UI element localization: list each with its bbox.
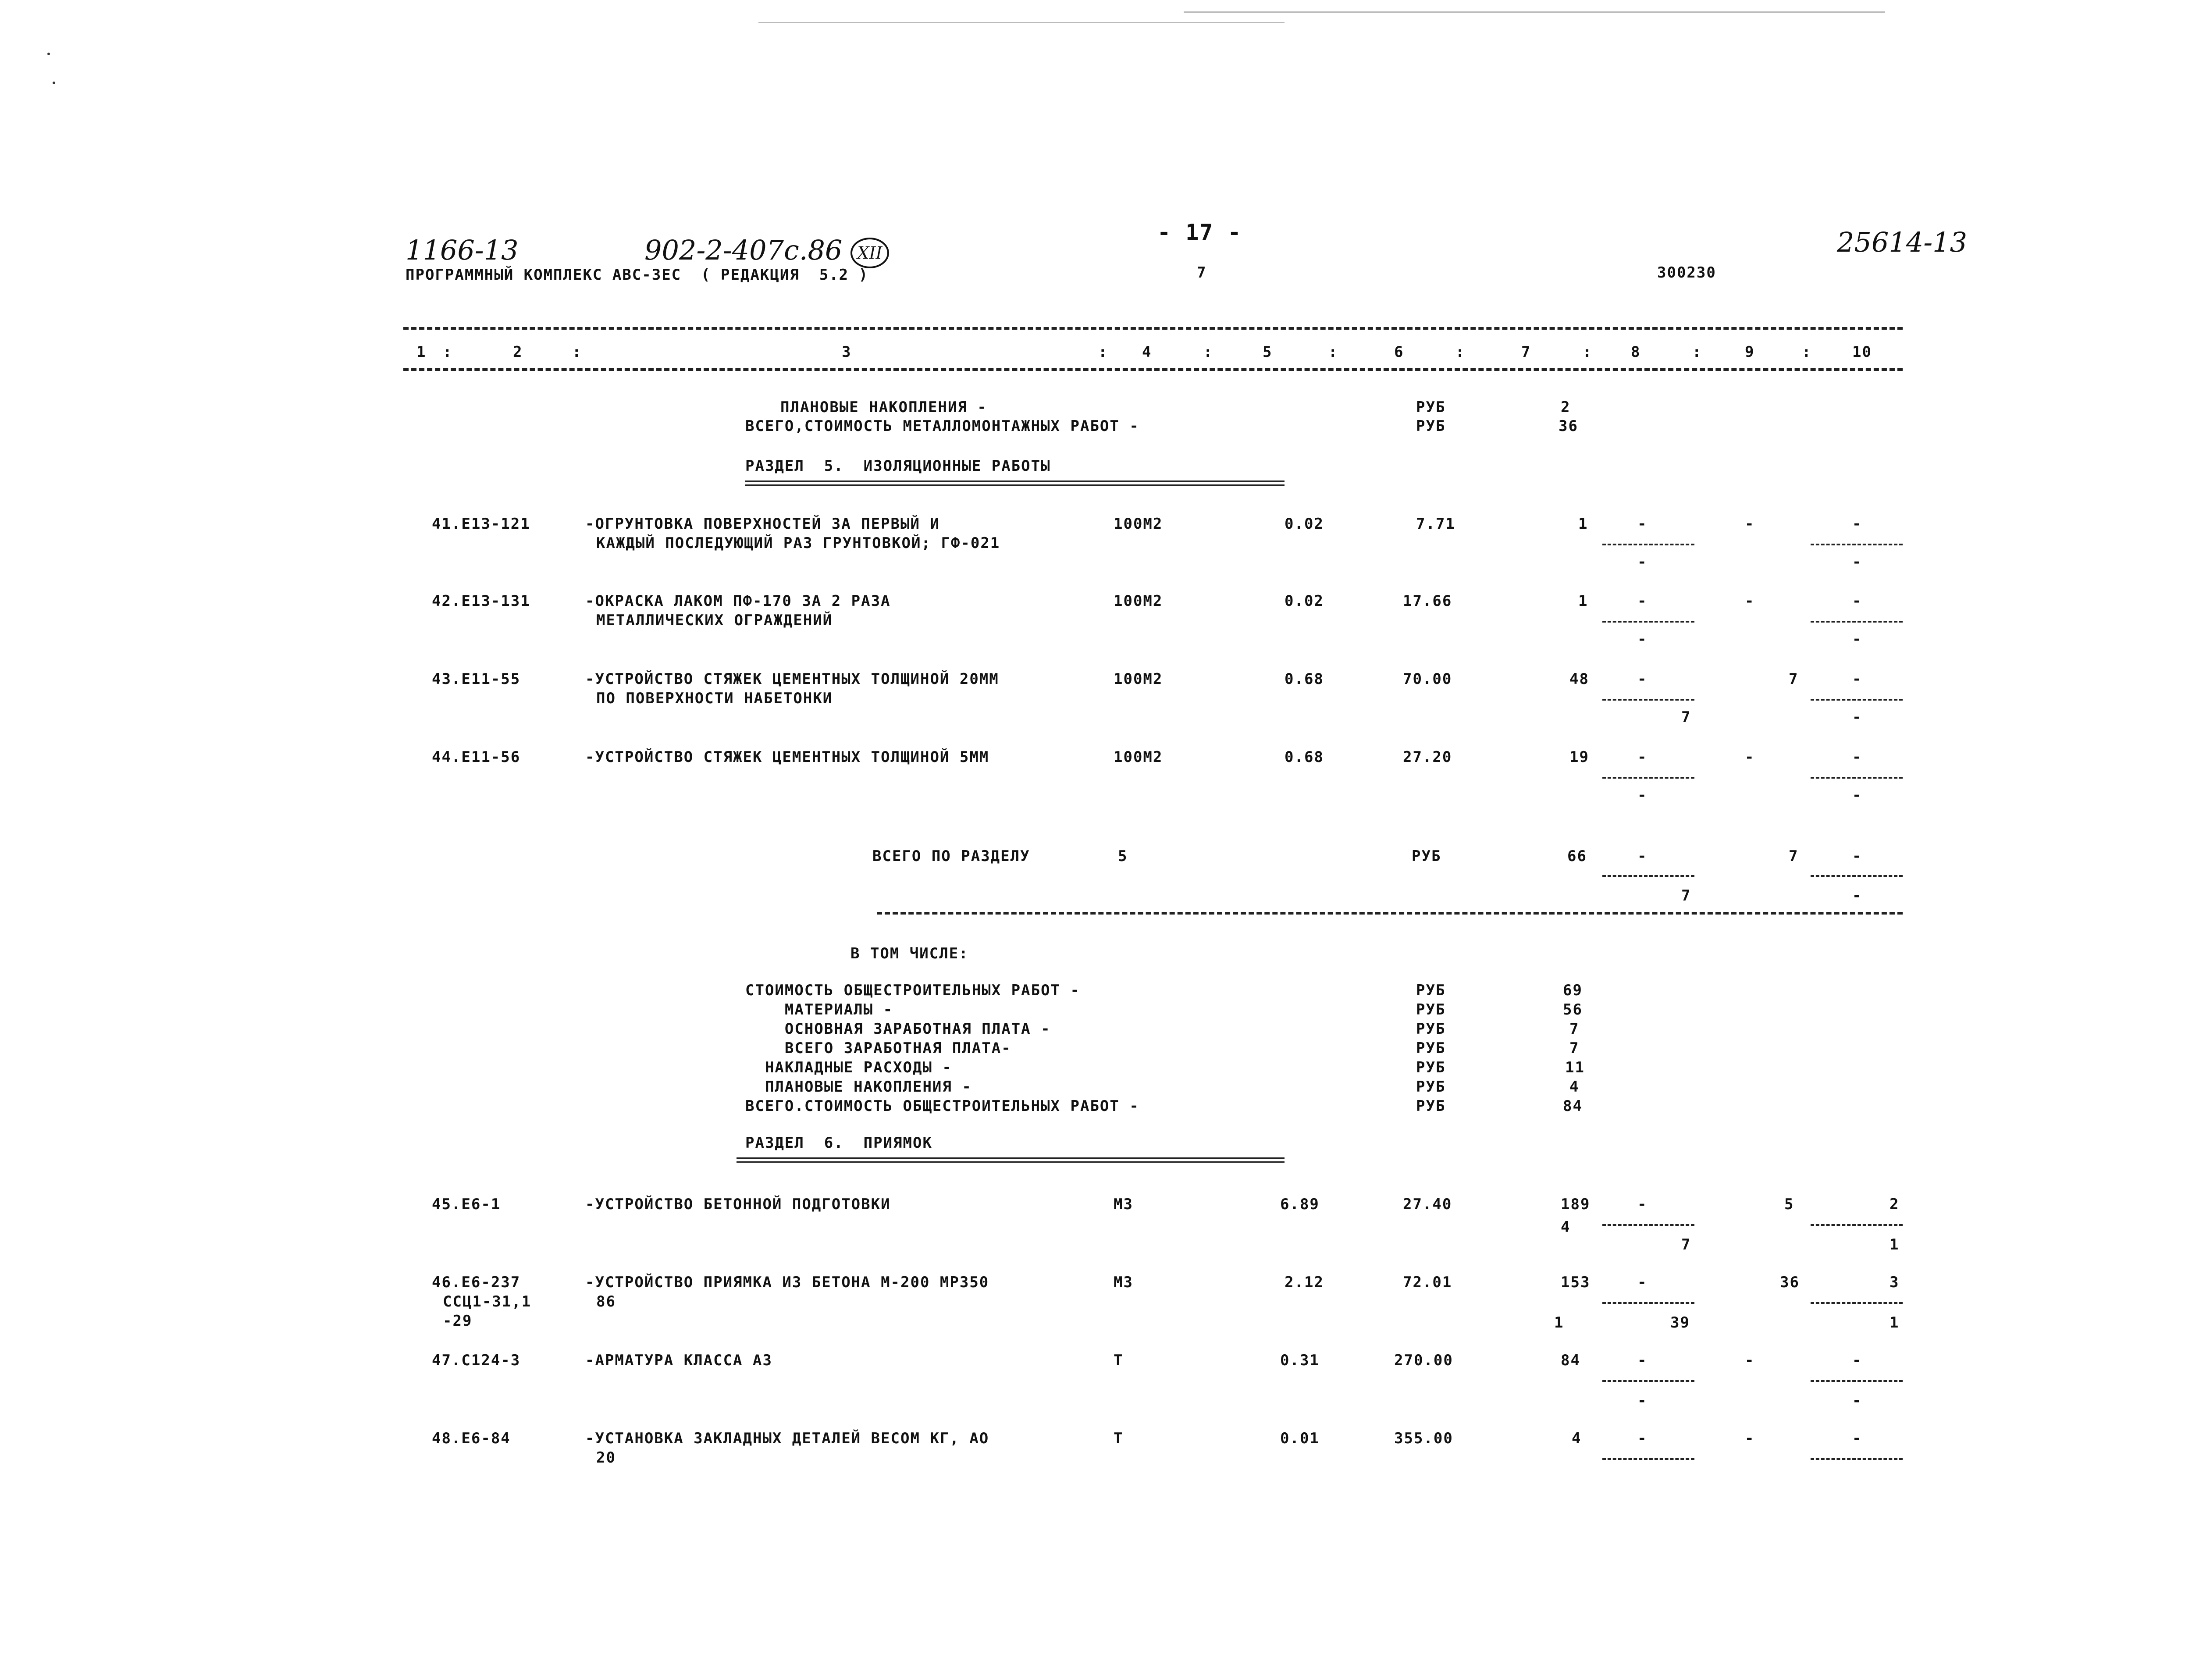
summary-unit: РУБ: [1416, 1039, 1446, 1057]
cell-rule: [1811, 699, 1903, 701]
section-total-col8: -: [1637, 847, 1648, 865]
row-total: 189: [1561, 1196, 1591, 1213]
row-quantity: 6.89: [1280, 1196, 1320, 1213]
row-unit: 100М2: [1114, 515, 1163, 533]
row-description: -УСТАНОВКА ЗАКЛАДНЫХ ДЕТАЛЕЙ ВЕСОМ КГ, АО: [585, 1430, 989, 1447]
row-unit: М3: [1114, 1196, 1133, 1213]
row-col8-sub: 39: [1670, 1314, 1690, 1331]
summary-value: 69: [1563, 982, 1583, 999]
row-unit: 100М2: [1114, 748, 1163, 766]
summary-unit: РУБ: [1416, 1078, 1446, 1096]
row-unit: Т: [1114, 1430, 1124, 1447]
row-col10-sub: -: [1852, 1392, 1862, 1409]
row-quantity: 0.02: [1285, 592, 1324, 610]
row-unit: Т: [1114, 1352, 1124, 1369]
summary-value: 4: [1569, 1078, 1580, 1096]
row-col9: 5: [1784, 1196, 1794, 1213]
cell-rule: [1602, 1380, 1694, 1382]
row-description: -УСТРОЙСТВО СТЯЖЕК ЦЕМЕНТНЫХ ТОЛЩИНОЙ 5ММ: [585, 748, 989, 766]
row-quantity: 0.01: [1280, 1430, 1320, 1447]
summary-unit: РУБ: [1416, 1001, 1446, 1018]
col-header-sep: :: [1802, 343, 1812, 361]
row-col8: -: [1637, 592, 1648, 610]
summary-label: МАТЕРИАЛЫ -: [745, 1001, 893, 1018]
col-header-sep: :: [1455, 343, 1466, 361]
handwritten-circled-album: XII: [850, 238, 889, 268]
cell-rule: [1602, 1458, 1694, 1460]
row-col8: -: [1637, 748, 1648, 766]
row-col10-sub: -: [1852, 553, 1862, 571]
row-col9: -: [1745, 748, 1755, 766]
section-total-col8-sub: 7: [1681, 887, 1691, 904]
summary-label: ВСЕГО.СТОИМОСТЬ ОБЩЕСТРОИТЕЛЬНЫХ РАБОТ -: [745, 1097, 1139, 1115]
row-col9: -: [1745, 1352, 1755, 1369]
section-total-number: 5: [1118, 847, 1128, 865]
page-number: - 17 -: [1157, 220, 1242, 245]
handwritten-sheet-number: 1166-13: [406, 234, 519, 266]
row-col9: -: [1745, 1430, 1755, 1447]
row-description-cont: КАЖДЫЙ ПОСЛЕДУЮЩИЙ РАЗ ГРУНТОВКОЙ; ГФ-021: [596, 534, 1000, 552]
summary-value: 7: [1569, 1020, 1580, 1038]
summary-label: НАКЛАДНЫЕ РАСХОДЫ -: [745, 1059, 952, 1076]
cell-rule: [1811, 621, 1903, 623]
cell-rule: [1811, 544, 1903, 545]
row-quantity: 0.02: [1285, 515, 1324, 533]
section-underline: [737, 1157, 1285, 1159]
row-unit-price: 70.00: [1403, 670, 1452, 688]
section-total-col9: 7: [1789, 847, 1799, 865]
summary-unit: РУБ: [1416, 417, 1446, 435]
row-col10: 3: [1890, 1274, 1900, 1291]
row-unit: 100М2: [1114, 670, 1163, 688]
row-col10-sub: 1: [1890, 1314, 1900, 1331]
row-col9: -: [1745, 515, 1755, 533]
row-unit: М3: [1114, 1274, 1133, 1291]
table-header-bottom-rule: [403, 368, 1903, 371]
row-code: 46.Е6-237: [432, 1274, 521, 1291]
row-description: -ОГРУНТОВКА ПОВЕРХНОСТЕЙ ЗА ПЕРВЫЙ И: [585, 515, 940, 533]
cell-rule: [1602, 1224, 1694, 1226]
summary-unit: РУБ: [1416, 1059, 1446, 1076]
row-unit-price: 27.20: [1403, 748, 1452, 766]
row-description: -УСТРОЙСТВО ПРИЯМКА ИЗ БЕТОНА М-200 МРЗ50: [585, 1274, 989, 1291]
cell-rule: [1811, 1302, 1903, 1304]
summary-value: 36: [1559, 417, 1578, 435]
cell-rule: [1811, 1458, 1903, 1460]
handwritten-inventory-number: 25614-13: [1837, 226, 1968, 258]
row-col10: -: [1852, 670, 1862, 688]
row-col10: -: [1852, 748, 1862, 766]
col-header-10: 10: [1852, 343, 1872, 361]
cell-rule: [1602, 1302, 1694, 1304]
section-title: РАЗДЕЛ 5. ИЗОЛЯЦИОННЫЕ РАБОТЫ: [745, 457, 1051, 475]
row-col8-sub: 7: [1681, 708, 1691, 726]
row-description-cont: ПО ПОВЕРХНОСТИ НАБЕТОНКИ: [596, 690, 833, 707]
col-header-8: 8: [1631, 343, 1641, 361]
row-total: 19: [1569, 748, 1589, 766]
summary-unit: РУБ: [1416, 399, 1446, 416]
col-header-sep: :: [1203, 343, 1213, 361]
cell-rule: [1811, 875, 1903, 877]
cell-rule: [1811, 1380, 1903, 1382]
row-col8-sub: 7: [1681, 1236, 1691, 1253]
including-label: В ТОМ ЧИСЛЕ:: [850, 945, 969, 962]
row-col8: -: [1637, 1352, 1648, 1369]
summary-value: 56: [1563, 1001, 1583, 1018]
row-col10: -: [1852, 515, 1862, 533]
cell-rule: [1602, 544, 1694, 545]
summary-label: СТОИМОСТЬ ОБЩЕСТРОИТЕЛЬНЫХ РАБОТ -: [745, 982, 1080, 999]
summary-label: ПЛАНОВЫЕ НАКОПЛЕНИЯ -: [780, 399, 987, 416]
col-header-9: 9: [1745, 343, 1755, 361]
row-col8: -: [1637, 515, 1648, 533]
summary-value: 84: [1563, 1097, 1583, 1115]
col-header-sep: :: [572, 343, 582, 361]
col-header-2: 2: [513, 343, 523, 361]
row-description: -УСТРОЙСТВО БЕТОННОЙ ПОДГОТОВКИ: [585, 1196, 891, 1213]
row-quantity: 0.68: [1285, 670, 1324, 688]
row-code: 43.Е11-55: [432, 670, 521, 688]
row-total: 153: [1561, 1274, 1591, 1291]
row-code: 45.Е6-1: [432, 1196, 501, 1213]
row-col10-sub: 1: [1890, 1236, 1900, 1253]
header-small-number: 7: [1197, 264, 1207, 281]
row-col10: -: [1852, 592, 1862, 610]
row-unit-price: 17.66: [1403, 592, 1452, 610]
row-col10: 2: [1890, 1196, 1900, 1213]
row-unit-price: 355.00: [1394, 1430, 1453, 1447]
row-col9: -: [1745, 592, 1755, 610]
row-unit-price: 27.40: [1403, 1196, 1452, 1213]
row-col8: -: [1637, 1274, 1648, 1291]
row-col8-sub: -: [1637, 553, 1648, 571]
col-header-4: 4: [1142, 343, 1152, 361]
row-code: 42.Е13-131: [432, 592, 530, 610]
cell-rule: [1811, 777, 1903, 779]
summary-label: ОСНОВНАЯ ЗАРАБОТНАЯ ПЛАТА -: [745, 1020, 1051, 1038]
cell-rule: [1602, 777, 1694, 779]
row-description-cont: 20: [596, 1449, 616, 1466]
row-code-ref: ССЦ1-31,1: [443, 1293, 532, 1310]
summary-label: ПЛАНОВЫЕ НАКОПЛЕНИЯ -: [745, 1078, 972, 1096]
summary-unit: РУБ: [1416, 982, 1446, 999]
row-total: 48: [1569, 670, 1589, 688]
summary-value: 2: [1561, 399, 1571, 416]
row-quantity: 0.31: [1280, 1352, 1320, 1369]
col-header-3: 3: [842, 343, 852, 361]
row-col8: -: [1637, 670, 1648, 688]
col-header-7: 7: [1521, 343, 1531, 361]
cell-rule: [1602, 699, 1694, 701]
row-unit-price: 270.00: [1394, 1352, 1453, 1369]
section-underline: [745, 481, 1285, 482]
handwritten-project-code: 902-2-407c.86: [644, 234, 843, 266]
summary-unit: РУБ: [1416, 1020, 1446, 1038]
section-total-col10-sub: -: [1852, 887, 1862, 904]
cell-rule: [1602, 621, 1694, 623]
row-col8: -: [1637, 1430, 1648, 1447]
row-unit: 100М2: [1114, 592, 1163, 610]
summary-value: 7: [1569, 1039, 1580, 1057]
row-total: 1: [1578, 515, 1588, 533]
row-col10-sub: -: [1852, 787, 1862, 804]
speck: [47, 53, 50, 55]
cell-rule: [1811, 1224, 1903, 1226]
summary-value: 11: [1565, 1059, 1585, 1076]
program-line: ПРОГРАММНЫЙ КОМПЛЕКС АВС-3ЕС ( РЕДАКЦИЯ 5.2 ): [406, 266, 869, 284]
row-quantity: 2.12: [1285, 1274, 1324, 1291]
row-code: 44.Е11-56: [432, 748, 521, 766]
row-description-cont: 86: [596, 1293, 616, 1310]
row-description-cont: МЕТАЛЛИЧЕСКИХ ОГРАЖДЕНИЙ: [596, 612, 833, 629]
row-total: 84: [1561, 1352, 1580, 1369]
row-col8-sub: -: [1637, 787, 1648, 804]
summary-label: ВСЕГО ЗАРАБОТНАЯ ПЛАТА-: [745, 1039, 1011, 1057]
col-header-1: 1: [416, 343, 427, 361]
section-title: РАЗДЕЛ 6. ПРИЯМОК: [745, 1134, 932, 1152]
row-description: -УСТРОЙСТВО СТЯЖЕК ЦЕМЕНТНЫХ ТОЛЩИНОЙ 20ММ: [585, 670, 999, 688]
row-col8-sub: -: [1637, 630, 1648, 648]
row-col10-sub: -: [1852, 630, 1862, 648]
row-col7-sub: 4: [1561, 1218, 1571, 1236]
row-col8-sub: -: [1637, 1392, 1648, 1409]
header-code: 300230: [1657, 264, 1716, 281]
row-unit-price: 72.01: [1403, 1274, 1452, 1291]
section-end-rule: [877, 912, 1903, 915]
col-header-sep: :: [1692, 343, 1702, 361]
row-description: -АРМАТУРА КЛАССА А3: [585, 1352, 772, 1369]
row-col10: -: [1852, 1430, 1862, 1447]
row-col10: -: [1852, 1352, 1862, 1369]
col-header-5: 5: [1263, 343, 1273, 361]
row-code: 41.Е13-121: [432, 515, 530, 533]
row-total: 1: [1578, 592, 1588, 610]
col-header-sep: :: [1328, 343, 1338, 361]
summary-unit: РУБ: [1416, 1097, 1446, 1115]
row-total: 4: [1572, 1430, 1582, 1447]
speck: [53, 82, 55, 84]
section-total-unit: РУБ: [1412, 847, 1441, 865]
row-col8: -: [1637, 1196, 1648, 1213]
row-code: 47.С124-3: [432, 1352, 521, 1369]
cell-rule: [1602, 875, 1694, 877]
col-header-sep: :: [1583, 343, 1593, 361]
row-col9: 36: [1780, 1274, 1800, 1291]
col-header-6: 6: [1394, 343, 1404, 361]
row-col7-sub: 1: [1554, 1314, 1564, 1331]
section-total-label: ВСЕГО ПО РАЗДЕЛУ: [872, 847, 1030, 865]
col-header-sep: :: [443, 343, 453, 361]
table-header-top-rule: [403, 327, 1903, 330]
row-code-ref-cont: -29: [443, 1312, 473, 1330]
row-col9: 7: [1789, 670, 1799, 688]
col-header-sep: :: [1098, 343, 1108, 361]
summary-label: ВСЕГО,СТОИМОСТЬ МЕТАЛЛОМОНТАЖНЫХ РАБОТ -: [745, 417, 1139, 435]
scan-line: [758, 22, 1285, 23]
row-col10-sub: -: [1852, 708, 1862, 726]
scan-line: [1184, 11, 1885, 13]
row-description: -ОКРАСКА ЛАКОМ ПФ-170 ЗА 2 РАЗА: [585, 592, 891, 610]
row-code: 48.Е6-84: [432, 1430, 511, 1447]
section-total-col10: -: [1852, 847, 1862, 865]
row-unit-price: 7.71: [1416, 515, 1455, 533]
section-total-value: 66: [1567, 847, 1587, 865]
row-quantity: 0.68: [1285, 748, 1324, 766]
